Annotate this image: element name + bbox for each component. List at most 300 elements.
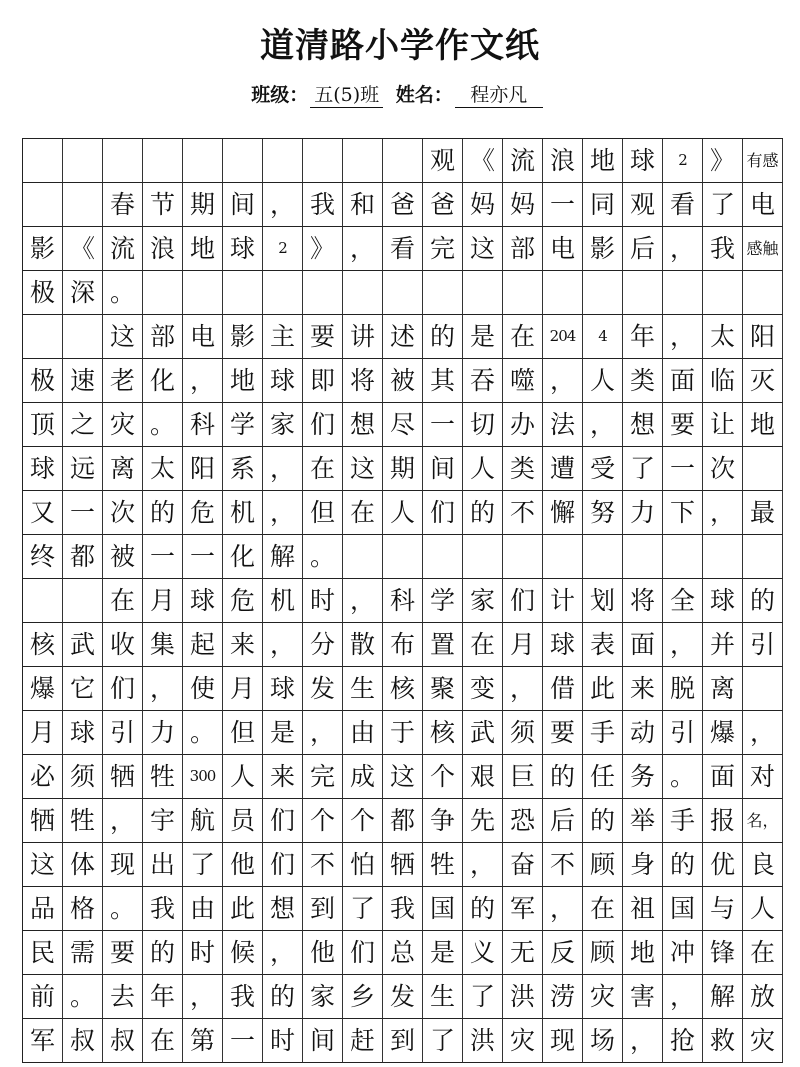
grid-cell: ， <box>543 887 583 931</box>
grid-cell: 流 <box>103 227 143 271</box>
grid-cell <box>663 271 703 315</box>
grid-cell: 都 <box>383 799 423 843</box>
grid-cell <box>23 315 63 359</box>
grid-cell: 洪 <box>503 975 543 1019</box>
grid-cell: 灾 <box>503 1019 543 1063</box>
grid-cell: ， <box>263 447 303 491</box>
grid-cell: 球 <box>223 227 263 271</box>
grid-cell: 灾 <box>743 1019 783 1063</box>
grid-cell: 爆 <box>23 667 63 711</box>
grid-cell: 在 <box>143 1019 183 1063</box>
essay-row <box>23 667 783 711</box>
essay-row <box>23 755 783 799</box>
grid-cell: 时 <box>263 1019 303 1063</box>
grid-cell: 主 <box>263 315 303 359</box>
essay-row <box>23 1019 783 1063</box>
grid-cell: 被 <box>103 535 143 579</box>
grid-cell: 阳 <box>743 315 783 359</box>
grid-cell: 离 <box>103 447 143 491</box>
grid-cell: 球 <box>63 711 103 755</box>
grid-cell: 义 <box>463 931 503 975</box>
grid-cell: 使 <box>183 667 223 711</box>
grid-cell: 速 <box>63 359 103 403</box>
grid-cell: 引 <box>743 623 783 667</box>
grid-cell: 计 <box>543 579 583 623</box>
grid-cell: 这 <box>383 755 423 799</box>
grid-cell: 了 <box>343 887 383 931</box>
grid-cell: 影 <box>583 227 623 271</box>
grid-cell: 手 <box>583 711 623 755</box>
grid-cell: 力 <box>143 711 183 755</box>
grid-cell: 的 <box>583 799 623 843</box>
grid-cell: 离 <box>703 667 743 711</box>
grid-cell: 流 <box>503 139 543 183</box>
grid-cell: ， <box>743 711 783 755</box>
grid-cell: 月 <box>143 579 183 623</box>
grid-cell: ， <box>703 491 743 535</box>
grid-cell <box>543 271 583 315</box>
grid-cell: ， <box>143 667 183 711</box>
essay-row <box>23 579 783 623</box>
grid-cell: 》 <box>703 139 743 183</box>
essay-row <box>23 843 783 887</box>
grid-cell: 牺 <box>103 755 143 799</box>
grid-cell: 要 <box>663 403 703 447</box>
grid-cell: 们 <box>303 403 343 447</box>
grid-cell: 争 <box>423 799 463 843</box>
grid-cell: 完 <box>423 227 463 271</box>
grid-cell: 但 <box>303 491 343 535</box>
grid-cell: 的 <box>663 843 703 887</box>
grid-cell: 将 <box>623 579 663 623</box>
grid-cell: 临 <box>703 359 743 403</box>
grid-cell <box>503 271 543 315</box>
grid-cell: 解 <box>703 975 743 1019</box>
essay-row <box>23 403 783 447</box>
grid-cell: 在 <box>503 315 543 359</box>
grid-cell: 顾 <box>583 931 623 975</box>
grid-cell: 军 <box>503 887 543 931</box>
grid-cell: 又 <box>23 491 63 535</box>
grid-cell <box>543 535 583 579</box>
grid-cell: 一 <box>663 447 703 491</box>
grid-cell: 爸 <box>423 183 463 227</box>
grid-cell: 军 <box>23 1019 63 1063</box>
grid-cell: ， <box>263 623 303 667</box>
grid-cell: 民 <box>23 931 63 975</box>
grid-cell: 起 <box>183 623 223 667</box>
grid-cell: 核 <box>383 667 423 711</box>
grid-cell: 地 <box>623 931 663 975</box>
grid-cell: 球 <box>263 667 303 711</box>
grid-cell: 牲 <box>423 843 463 887</box>
grid-cell: 到 <box>303 887 343 931</box>
grid-cell: 巨 <box>503 755 543 799</box>
grid-cell: 置 <box>423 623 463 667</box>
grid-cell <box>383 271 423 315</box>
grid-cell: 我 <box>703 227 743 271</box>
grid-cell: 危 <box>223 579 263 623</box>
grid-cell <box>23 183 63 227</box>
grid-cell: 。 <box>663 755 703 799</box>
grid-cell: 场 <box>583 1019 623 1063</box>
grid-cell: 极 <box>23 271 63 315</box>
grid-cell: 老 <box>103 359 143 403</box>
grid-cell <box>303 271 343 315</box>
grid-cell: 《 <box>463 139 503 183</box>
grid-cell: 引 <box>663 711 703 755</box>
grid-cell: 观 <box>623 183 663 227</box>
grid-cell: 家 <box>463 579 503 623</box>
grid-cell: 要 <box>103 931 143 975</box>
grid-cell <box>103 139 143 183</box>
grid-cell: 被 <box>383 359 423 403</box>
grid-cell: 后 <box>543 799 583 843</box>
grid-cell: 牺 <box>23 799 63 843</box>
grid-cell <box>23 579 63 623</box>
grid-cell: 与 <box>703 887 743 931</box>
grid-cell: 机 <box>223 491 263 535</box>
grid-cell: 核 <box>23 623 63 667</box>
grid-cell: 科 <box>183 403 223 447</box>
grid-cell: 力 <box>623 491 663 535</box>
grid-cell: 锋 <box>703 931 743 975</box>
grid-cell: ， <box>583 403 623 447</box>
grid-cell <box>583 271 623 315</box>
grid-cell: 们 <box>263 843 303 887</box>
grid-cell <box>743 271 783 315</box>
grid-cell: 这 <box>103 315 143 359</box>
grid-cell: 时 <box>303 579 343 623</box>
grid-cell: ， <box>263 931 303 975</box>
grid-cell <box>703 535 743 579</box>
grid-cell: 感触 <box>743 227 783 271</box>
grid-cell: 部 <box>143 315 183 359</box>
grid-cell <box>503 535 543 579</box>
grid-cell: 都 <box>63 535 103 579</box>
grid-cell: 救 <box>703 1019 743 1063</box>
grid-cell: 爸 <box>383 183 423 227</box>
grid-cell: 我 <box>143 887 183 931</box>
grid-cell: 无 <box>503 931 543 975</box>
grid-cell: 地 <box>583 139 623 183</box>
grid-cell: 叔 <box>63 1019 103 1063</box>
grid-cell: 学 <box>223 403 263 447</box>
grid-cell: 布 <box>383 623 423 667</box>
grid-cell: 危 <box>183 491 223 535</box>
grid-cell: 极 <box>23 359 63 403</box>
grid-cell: 这 <box>463 227 503 271</box>
grid-cell: 电 <box>743 183 783 227</box>
grid-cell: 脱 <box>663 667 703 711</box>
grid-cell: ， <box>263 491 303 535</box>
grid-cell: 这 <box>343 447 383 491</box>
grid-cell: 化 <box>223 535 263 579</box>
grid-cell: 报 <box>703 799 743 843</box>
grid-cell <box>623 271 663 315</box>
grid-cell: 其 <box>423 359 463 403</box>
grid-cell: 格 <box>63 887 103 931</box>
grid-cell: 生 <box>423 975 463 1019</box>
grid-cell: 2 <box>263 227 303 271</box>
grid-cell: 不 <box>503 491 543 535</box>
grid-cell <box>423 535 463 579</box>
grid-cell: 现 <box>543 1019 583 1063</box>
essay-row <box>23 359 783 403</box>
grid-cell: 解 <box>263 535 303 579</box>
grid-cell: 电 <box>183 315 223 359</box>
grid-cell: 分 <box>303 623 343 667</box>
grid-cell: 。 <box>103 271 143 315</box>
grid-cell: 次 <box>703 447 743 491</box>
grid-cell: 在 <box>743 931 783 975</box>
grid-cell: 一 <box>223 1019 263 1063</box>
grid-cell: 努 <box>583 491 623 535</box>
grid-cell: 动 <box>623 711 663 755</box>
grid-cell: 在 <box>463 623 503 667</box>
grid-cell: 。 <box>63 975 103 1019</box>
grid-cell <box>423 271 463 315</box>
grid-cell: 懈 <box>543 491 583 535</box>
grid-cell: 牲 <box>63 799 103 843</box>
grid-cell: 球 <box>543 623 583 667</box>
grid-cell: 人 <box>223 755 263 799</box>
grid-cell: 抢 <box>663 1019 703 1063</box>
grid-cell: 要 <box>543 711 583 755</box>
grid-cell: 灾 <box>103 403 143 447</box>
grid-cell: 划 <box>583 579 623 623</box>
grid-cell: 表 <box>583 623 623 667</box>
grid-cell: 300 <box>183 755 223 799</box>
grid-cell: 于 <box>383 711 423 755</box>
grid-cell: 吞 <box>463 359 503 403</box>
grid-cell: ， <box>663 623 703 667</box>
grid-cell: 来 <box>263 755 303 799</box>
grid-cell: 我 <box>383 887 423 931</box>
grid-cell: 它 <box>63 667 103 711</box>
grid-cell: 家 <box>303 975 343 1019</box>
grid-cell: 年 <box>623 315 663 359</box>
grid-cell: 了 <box>463 975 503 1019</box>
grid-cell: 期 <box>183 183 223 227</box>
grid-cell: 的 <box>423 315 463 359</box>
grid-cell: 妈 <box>463 183 503 227</box>
grid-cell: 全 <box>663 579 703 623</box>
grid-cell: 时 <box>183 931 223 975</box>
grid-cell: 家 <box>263 403 303 447</box>
grid-cell: 球 <box>183 579 223 623</box>
grid-cell <box>63 315 103 359</box>
grid-cell: ， <box>343 227 383 271</box>
grid-cell <box>183 271 223 315</box>
grid-cell: 候 <box>223 931 263 975</box>
grid-cell: 遭 <box>543 447 583 491</box>
grid-cell: 妈 <box>503 183 543 227</box>
grid-cell: 祖 <box>623 887 663 931</box>
grid-cell <box>143 139 183 183</box>
grid-cell: 204 <box>543 315 583 359</box>
grid-cell: 想 <box>343 403 383 447</box>
grid-cell: 放 <box>743 975 783 1019</box>
grid-cell: ， <box>663 975 703 1019</box>
grid-cell: 了 <box>623 447 663 491</box>
grid-cell: 在 <box>103 579 143 623</box>
grid-cell: ， <box>183 359 223 403</box>
grid-cell <box>343 535 383 579</box>
grid-cell: 次 <box>103 491 143 535</box>
grid-cell <box>303 139 343 183</box>
grid-cell: 武 <box>63 623 103 667</box>
grid-cell: 须 <box>503 711 543 755</box>
grid-cell: 航 <box>183 799 223 843</box>
grid-cell: 后 <box>623 227 663 271</box>
grid-cell: 个 <box>423 755 463 799</box>
grid-cell: 。 <box>303 535 343 579</box>
grid-cell: 需 <box>63 931 103 975</box>
grid-cell: 阳 <box>183 447 223 491</box>
essay-row <box>23 799 783 843</box>
grid-cell: 名， <box>743 799 783 843</box>
grid-cell <box>663 535 703 579</box>
grid-cell: 顶 <box>23 403 63 447</box>
grid-cell: ， <box>623 1019 663 1063</box>
grid-cell: 有感 <box>743 139 783 183</box>
grid-cell: 的 <box>463 491 503 535</box>
grid-cell: 浪 <box>543 139 583 183</box>
essay-row <box>23 535 783 579</box>
grid-cell: 反 <box>543 931 583 975</box>
grid-cell: 务 <box>623 755 663 799</box>
class-value: 五(5)班 <box>310 80 383 108</box>
grid-cell: 去 <box>103 975 143 1019</box>
grid-cell: 灾 <box>583 975 623 1019</box>
grid-cell: 变 <box>463 667 503 711</box>
grid-cell: 之 <box>63 403 103 447</box>
essay-grid <box>22 138 783 1063</box>
grid-cell: 一 <box>143 535 183 579</box>
grid-cell: 。 <box>143 403 183 447</box>
grid-cell: 奋 <box>503 843 543 887</box>
grid-cell: 节 <box>143 183 183 227</box>
grid-cell: 须 <box>63 755 103 799</box>
grid-cell: 对 <box>743 755 783 799</box>
grid-cell <box>263 271 303 315</box>
grid-cell: 球 <box>23 447 63 491</box>
grid-cell: 的 <box>263 975 303 1019</box>
grid-cell: 涝 <box>543 975 583 1019</box>
grid-cell <box>263 139 303 183</box>
grid-cell: 出 <box>143 843 183 887</box>
class-label: 班级： <box>251 84 309 106</box>
grid-cell: 良 <box>743 843 783 887</box>
grid-cell: 乡 <box>343 975 383 1019</box>
grid-cell: 太 <box>143 447 183 491</box>
grid-cell <box>63 183 103 227</box>
grid-cell: 地 <box>183 227 223 271</box>
grid-cell: 一 <box>63 491 103 535</box>
grid-cell: 类 <box>503 447 543 491</box>
grid-cell: ， <box>183 975 223 1019</box>
grid-cell <box>743 535 783 579</box>
grid-cell: 类 <box>623 359 663 403</box>
grid-cell: 是 <box>463 315 503 359</box>
grid-cell: ， <box>103 799 143 843</box>
grid-cell: 成 <box>343 755 383 799</box>
grid-cell: 地 <box>743 403 783 447</box>
grid-cell: 国 <box>663 887 703 931</box>
grid-cell: 球 <box>623 139 663 183</box>
grid-cell: 不 <box>303 843 343 887</box>
grid-cell: ， <box>463 843 503 887</box>
grid-cell: 是 <box>423 931 463 975</box>
grid-cell: 想 <box>623 403 663 447</box>
student-info-line <box>0 80 800 108</box>
grid-cell: 发 <box>383 975 423 1019</box>
grid-cell: 法 <box>543 403 583 447</box>
grid-cell: ， <box>663 227 703 271</box>
grid-cell: 体 <box>63 843 103 887</box>
grid-cell: 将 <box>343 359 383 403</box>
grid-cell: 间 <box>303 1019 343 1063</box>
grid-cell: 人 <box>743 887 783 931</box>
grid-cell: 武 <box>463 711 503 755</box>
grid-cell: 想 <box>263 887 303 931</box>
grid-cell: 身 <box>623 843 663 887</box>
grid-cell: 一 <box>183 535 223 579</box>
grid-cell: 任 <box>583 755 623 799</box>
grid-cell: 看 <box>383 227 423 271</box>
grid-cell: 了 <box>703 183 743 227</box>
grid-cell <box>343 139 383 183</box>
grid-cell <box>623 535 663 579</box>
grid-cell: 2 <box>663 139 703 183</box>
grid-cell: 恐 <box>503 799 543 843</box>
grid-cell: 来 <box>623 667 663 711</box>
grid-cell: 受 <box>583 447 623 491</box>
name-value: 程亦凡 <box>455 80 543 108</box>
grid-cell: 球 <box>263 359 303 403</box>
grid-cell: 》 <box>303 227 343 271</box>
grid-cell: 此 <box>583 667 623 711</box>
grid-cell: 间 <box>223 183 263 227</box>
grid-cell: 要 <box>303 315 343 359</box>
grid-cell: 他 <box>303 931 343 975</box>
grid-cell: 影 <box>223 315 263 359</box>
grid-cell: 爆 <box>703 711 743 755</box>
grid-cell: 第 <box>183 1019 223 1063</box>
grid-cell: 即 <box>303 359 343 403</box>
essay-row <box>23 491 783 535</box>
grid-cell: 人 <box>383 491 423 535</box>
grid-cell: 害 <box>623 975 663 1019</box>
grid-cell: 必 <box>23 755 63 799</box>
grid-cell <box>703 271 743 315</box>
grid-cell: 人 <box>463 447 503 491</box>
grid-cell: 牲 <box>143 755 183 799</box>
grid-cell <box>383 535 423 579</box>
grid-cell: ， <box>263 183 303 227</box>
grid-cell: 人 <box>583 359 623 403</box>
grid-cell: 一 <box>543 183 583 227</box>
grid-cell: 科 <box>383 579 423 623</box>
grid-cell: 最 <box>743 491 783 535</box>
grid-cell: 宇 <box>143 799 183 843</box>
grid-cell: 4 <box>583 315 623 359</box>
grid-cell: 期 <box>383 447 423 491</box>
grid-cell: 影 <box>23 227 63 271</box>
grid-cell: ， <box>543 359 583 403</box>
grid-cell: 的 <box>143 931 183 975</box>
